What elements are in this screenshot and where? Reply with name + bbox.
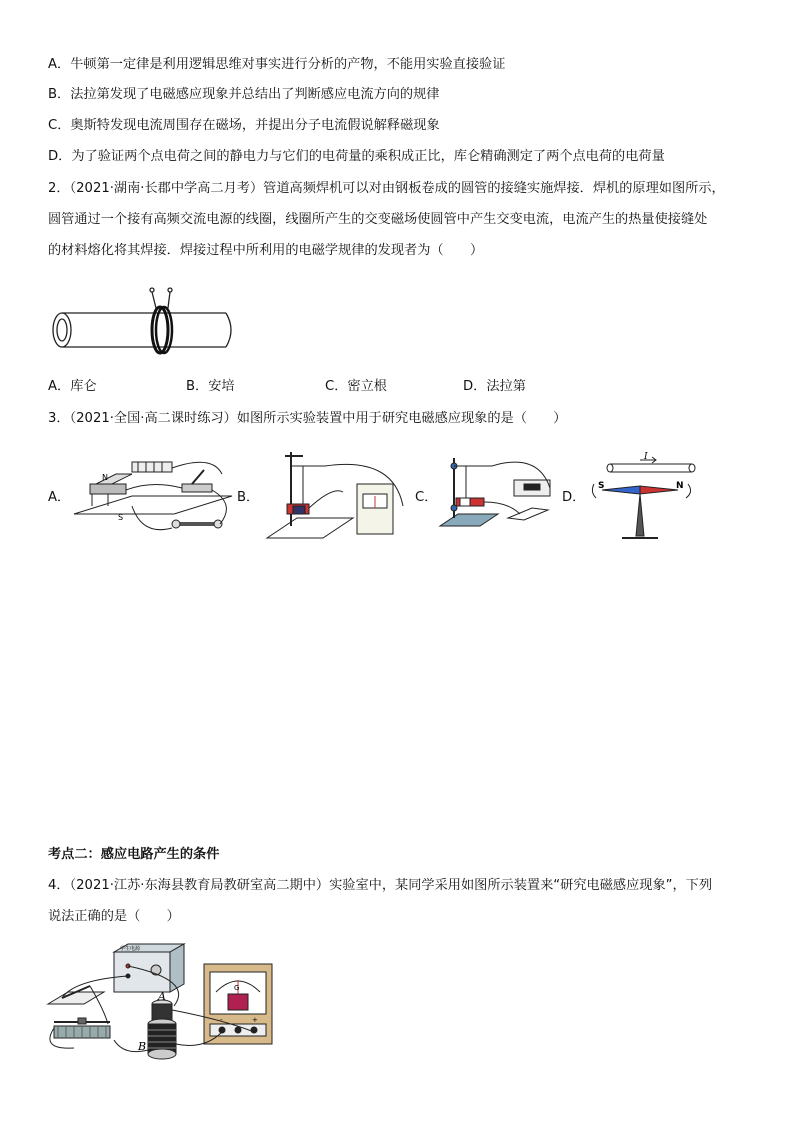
q1-option-c: C．奥斯特发现电流周围存在磁场，并提出分子电流假说解释磁现象: [48, 118, 440, 133]
q3-figure-b: [263, 446, 408, 542]
fig-a-n-label: N: [102, 473, 108, 482]
q2-stem-line2: 圆管通过一个接有高频交流电源的线圈，线圈所产生的交变磁场使圆管中产生交变电流，电流产生的热量使接缝处: [48, 212, 708, 227]
q4-apparatus-figure: [44, 940, 280, 1062]
fig-d-n-label: N: [676, 481, 684, 491]
fig-d-s-label: S: [598, 481, 605, 491]
coil-b-label: B: [138, 1040, 147, 1053]
q2-option-b: B．安培: [186, 379, 235, 394]
q1-option-a: A．牛顿第一定律是利用逻辑思维对事实进行分析的产物，不能用实验直接验证: [48, 57, 506, 72]
galvanometer-g-label: G: [234, 984, 240, 992]
pipe-coil-figure: [48, 282, 240, 360]
q2-option-d: D．法拉第: [463, 379, 526, 394]
q2-option-c: C．密立根: [325, 379, 387, 394]
q4-stem-line1: 4．（2021·江苏·东海县教育局教研室高二期中）实验室中，某同学采用如图所示装置来“研究电磁感应现象”，下列: [48, 878, 713, 893]
q4-stem-line2: 说法正确的是（ ）: [48, 909, 180, 924]
galvanometer-minus-label: -: [220, 1016, 223, 1024]
q2-stem-line3: 的材料熔化将其焊接．焊接过程中所利用的电磁学规律的发现者为（ ）: [48, 243, 484, 258]
fig-a-s-label: S: [118, 513, 124, 522]
q1-option-d: D．为了验证两个点电荷之间的静电力与它们的电荷量的乘积成正比，库仑精确测定了两个点电荷的电荷量: [48, 149, 665, 164]
fig-d-current-label: I: [644, 452, 648, 462]
q3-figure-d: [588, 448, 698, 542]
power-supply-label: 学生电源: [120, 946, 141, 952]
q3-label-b: B．: [237, 490, 260, 505]
q3-figure-a: [72, 444, 237, 544]
q3-label-a: A．: [48, 490, 71, 505]
q3-label-c: C．: [415, 490, 438, 505]
section-title: 考点二：感应电路产生的条件: [48, 847, 220, 862]
q2-option-a: A．库仑: [48, 379, 97, 394]
coil-a-label: A: [158, 990, 166, 1003]
q3-label-d: D．: [562, 490, 586, 505]
q2-stem-line1: 2．（2021·湖南·长郡中学高二月考）管道高频焊机可以对由钢板卷成的圆管的接缝实施焊接．焊机的原理如图所示，: [48, 181, 725, 196]
q1-option-b: B．法拉第发现了电磁感应现象并总结出了判断感应电流方向的规律: [48, 87, 440, 102]
q3-stem-line1: 3．（2021·全国·高二课时练习）如图所示实验装置中用于研究电磁感应现象的是（ ）: [48, 411, 567, 426]
galvanometer-plus-label: +: [252, 1016, 258, 1024]
q3-figure-c: [438, 452, 556, 534]
